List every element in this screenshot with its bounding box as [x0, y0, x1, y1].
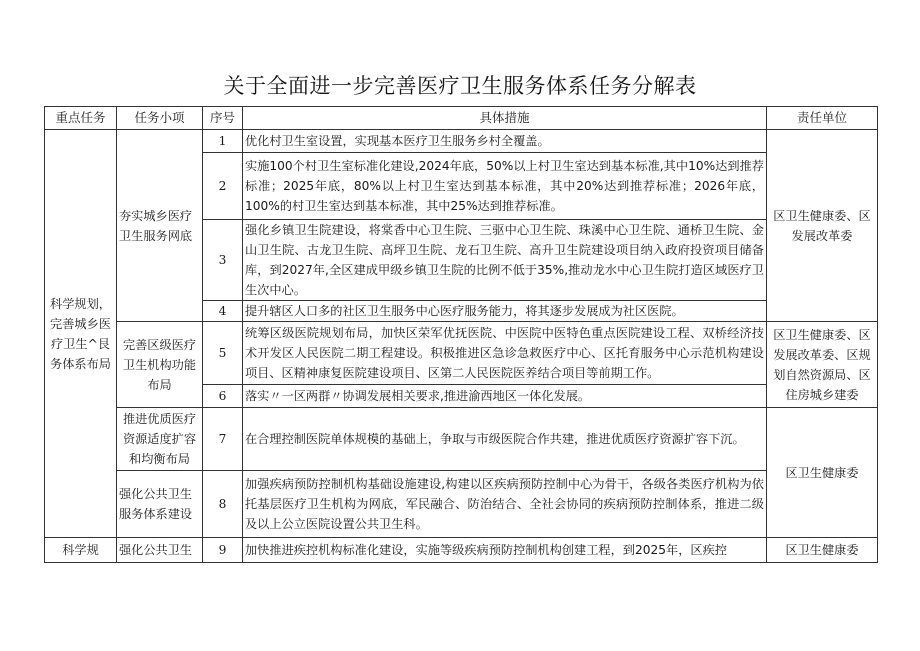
table-row — [45, 322, 878, 385]
row-number: 3 — [203, 220, 243, 301]
row-number: 9 — [203, 538, 243, 563]
sub-task-cell: 强化公共卫生 — [117, 538, 203, 563]
measure-cell: 强化乡镇卫生院建设，将棠香中心卫生院、三驱中心卫生院、珠溪中心卫生院、通桥卫生院、金山卫生院、古龙卫生院、高坪卫生院、龙石卫生院、高升卫生院建设项目纳入政府投资项目储备库，到2027年,全区建成甲级乡镇卫生院的比例不低于35%,推动龙水中心卫生院打造区域医疗卫生次中心。 — [243, 220, 767, 301]
header-unit: 责任单位 — [767, 107, 878, 130]
header-sub-task: 任务小项 — [117, 107, 203, 130]
measure-cell: 实施100个村卫生室标准化建设,2024年底，50%以上村卫生室达到基本标准,其中10%达到推荐标准；2025年底，80%以上村卫生室达到基本标准，其中20%达到推荐标准；2026年底，100%的村卫生室达到基本标准，其中25%达到推荐标准。 — [243, 153, 767, 220]
unit-cell: 区卫生健康委、区发展改革委 — [767, 130, 878, 322]
measure-cell: 统筹区级医院规划布局，加快区荣军优抚医院、中医院中医特色重点医院建设工程、双桥经济技术开发区人民医院二期工程建设。积极推进区急诊急救医疗中心、区托育服务中心示范机构建设项目、区精神康复医院建设项目、区第二人民医院医养结合项目等前期工作。 — [243, 322, 767, 385]
row-number: 1 — [203, 130, 243, 153]
row-number: 8 — [203, 471, 243, 538]
measure-cell: 在合理控制医院单体规模的基础上，争取与市级医院合作共建，推进优质医疗资源扩容下沉。 — [243, 408, 767, 471]
row-number: 2 — [203, 153, 243, 220]
header-key-task: 重点任务 — [45, 107, 117, 130]
row-number: 5 — [203, 322, 243, 385]
header-num: 序号 — [203, 107, 243, 130]
measure-cell: 优化村卫生室设置，实现基本医疗卫生服务乡村全覆盖。 — [243, 130, 767, 153]
row-number: 6 — [203, 385, 243, 408]
header-measures: 具体措施 — [243, 107, 767, 130]
table-row — [45, 408, 878, 471]
task-table — [44, 106, 878, 563]
unit-cell: 区卫生健康委 — [767, 538, 878, 563]
row-number: 4 — [203, 301, 243, 322]
sub-task-cell: 推进优质医疗资源适度扩容和均衡布局 — [117, 408, 203, 471]
table-row — [45, 538, 878, 563]
key-task-cell: 科学规划，完善城乡医疗卫生^艮务体系布局 — [45, 130, 117, 538]
measure-cell: 加强疾病预防控制机构基础设施建设,构建以区疾病预防控制中心为骨干，各级各类医疗机构为依托基层医疗卫生机构为网底，军民融合、防治结合、全社会协同的疾病预防控制体系，推进二级及以上公立医院设置公共卫生科。 — [243, 471, 767, 538]
unit-cell: 区卫生健康委 — [767, 408, 878, 538]
page-title: 关于全面进一步完善医疗卫生服务体系任务分解表 — [223, 74, 697, 98]
measure-cell: 落实〃一区两群〃协调发展相关要求,推进渝西地区一体化发展。 — [243, 385, 767, 408]
sub-task-cell: 完善区级医疗卫生机构功能布局 — [117, 322, 203, 408]
key-task-cell: 科学规 — [45, 538, 117, 563]
row-number: 7 — [203, 408, 243, 471]
header-row — [45, 107, 878, 130]
unit-cell: 区卫生健康委、区发展改革委、区规划自然资源局、区住房城乡建委 — [767, 322, 878, 408]
measure-cell: 加快推进疾控机构标准化建设，实施等级疾病预防控制机构创建工程，到2025年，区疾控 — [243, 538, 767, 563]
sub-task-cell: 强化公共卫生服务体系建设 — [117, 471, 203, 538]
measure-cell: 提升辖区人口多的社区卫生服务中心医疗服务能力，将其逐步发展成为社区医院。 — [243, 301, 767, 322]
table-row — [45, 130, 878, 153]
table-row — [45, 471, 878, 538]
sub-task-cell: 夯实城乡医疗卫生服务网底 — [117, 130, 203, 322]
